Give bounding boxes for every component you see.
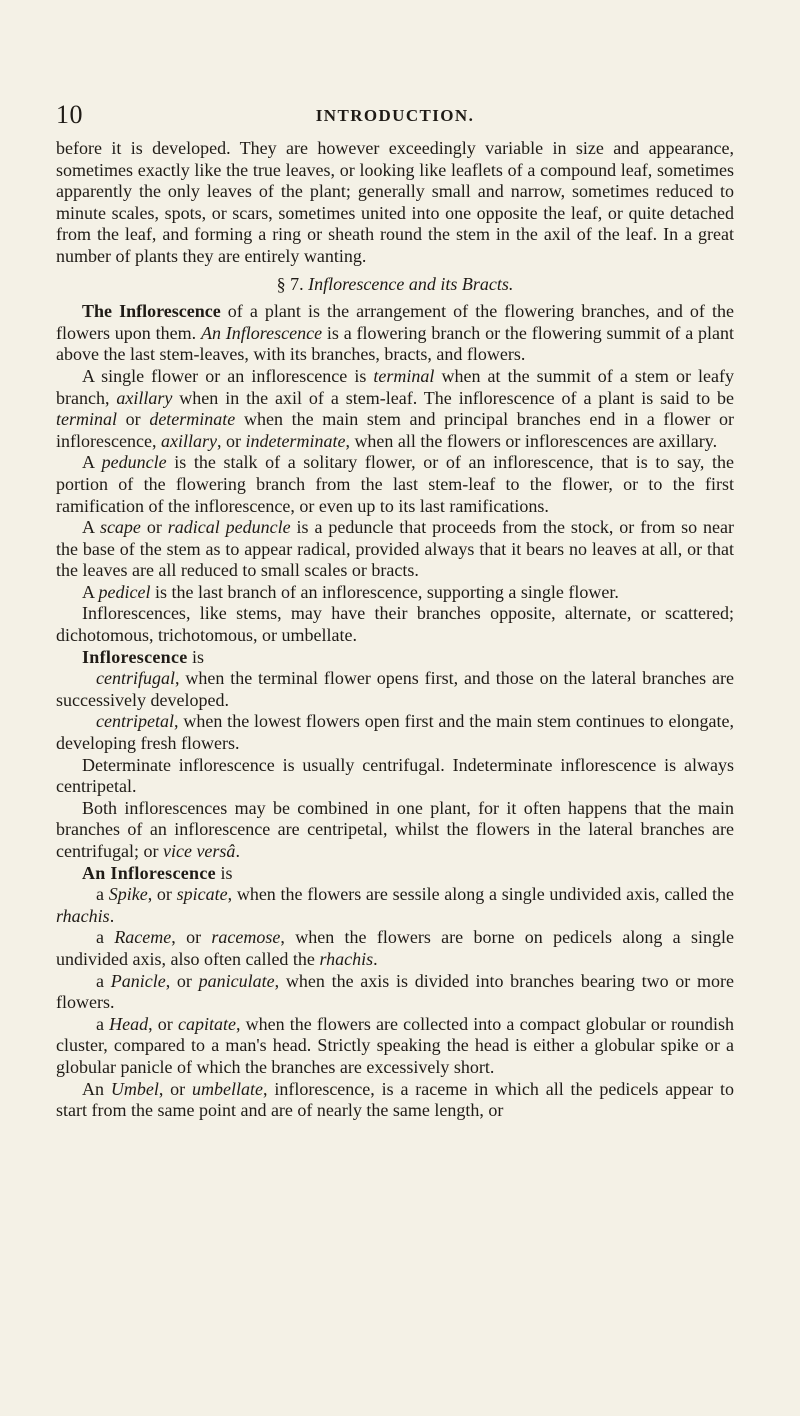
section-title: Inflorescence and its Bracts.: [308, 273, 514, 294]
section-heading: [56, 274, 734, 296]
running-title: INTRODUCTION.: [315, 106, 475, 125]
paragraph-panicle: a Panicle, or paniculate, when the axis is divided into branches bearing two or more flowers.: [56, 970, 734, 1013]
paragraph-centrifugal: centrifugal, when the terminal flower opens first, and those on the lateral branches are successively developed.: [56, 668, 734, 710]
paragraph-terminal-axillary: A single flower or an inflorescence is terminal when at the summit of a stem or leafy branch, axillary when in the axil of a stem-leaf. The inflorescence of a plant is said to be terminal or determinate when the main stem and principal branches end in a flower or inflorescence, axillary, or indeterminate, when all the flowers or inflorescences are axillary.: [56, 365, 734, 451]
paragraph-peduncle: A peduncle is the stalk of a solitary flower, or of an inflorescence, that is to say, the portion of the flowering branch from the last stem-leaf to the flower, or to the first ramification of the inflorescence, or even up to its last ramifications.: [56, 452, 734, 516]
paragraph-umbel: An Umbel, or umbellate, inflorescence, is a raceme in which all the pedicels appear to start from the same point and are of nearly the same length, or: [56, 1078, 734, 1121]
paragraph-bracts-continued: before it is developed. They are however exceedingly variable in size and appearance, sometimes exactly like the true leaves, or looking like leaflets of a compound leaf, sometimes apparently the only leaves of the plant; generally small and narrow, sometimes reduced to minute scales, spots, or scars, sometimes united into one opposite the leaf, or quite detached from the leaf, and forming a ring or sheath round the stem in the axil of the leaf. In a great number of plants they are entirely wanting.: [56, 138, 734, 266]
paragraph-combined: Both inflorescences may be combined in one plant, for it often happens that the main branches of an inflorescence are centripetal, whilst the flowers in the lateral branches are centrifugal; or vice versâ.: [56, 797, 734, 861]
paragraph-branching: Inflorescences, like stems, may have their branches opposite, alternate, or scattered; dichotomous, trichotomous, or umbellate.: [56, 603, 734, 646]
page-number: 10: [56, 100, 83, 129]
paragraph-inflorescence-is: Inflorescence is: [82, 646, 205, 667]
term-lead: The Inflorescence: [82, 301, 221, 322]
running-head: [56, 100, 734, 140]
paragraph-determinate: Determinate inflorescence is usually centrifugal. Indeterminate inflorescence is always centripetal.: [56, 754, 734, 797]
paragraph-raceme: a Raceme, or racemose, when the flowers are borne on pedicels along a single undivided axis, also often called the rhachis.: [56, 927, 734, 969]
body-text: [56, 138, 734, 1122]
paragraph-an-inflorescence-is: An Inflorescence is: [82, 862, 233, 883]
paragraph-centripetal: centripetal, when the lowest flowers open first and the main stem continues to elongate, developing fresh flowers.: [56, 711, 734, 754]
paragraph-inflorescence-definition: The Inflorescence of a plant is the arrangement of the flowering branches, and of the flowers upon them. An Inflorescence is a flowering branch or the flowering summit of a plant above the last stem-leaves, with its branches, bracts, and flowers.: [56, 301, 734, 365]
paragraph-scape: A scape or radical peduncle is a peduncle that proceeds from the stock, or from so near the base of the stem as to appear radical, provided always that it bears no leaves at all, or that the leaves are all reduced to small scales or bracts.: [56, 517, 735, 581]
paragraph-spike: a Spike, or spicate, when the flowers are sessile along a single undivided axis, called the rhachis.: [56, 884, 734, 926]
section-number: § 7.: [276, 273, 304, 294]
paragraph-head: a Head, or capitate, when the flowers are collected into a compact globular or roundish cluster, compared to a man's head. Strictly speaking the head is either a globular spike or a globular panicle of which the branches are excessively short.: [56, 1013, 734, 1077]
paragraph-pedicel: A pedicel is the last branch of an inflorescence, supporting a single flower.: [82, 581, 619, 602]
